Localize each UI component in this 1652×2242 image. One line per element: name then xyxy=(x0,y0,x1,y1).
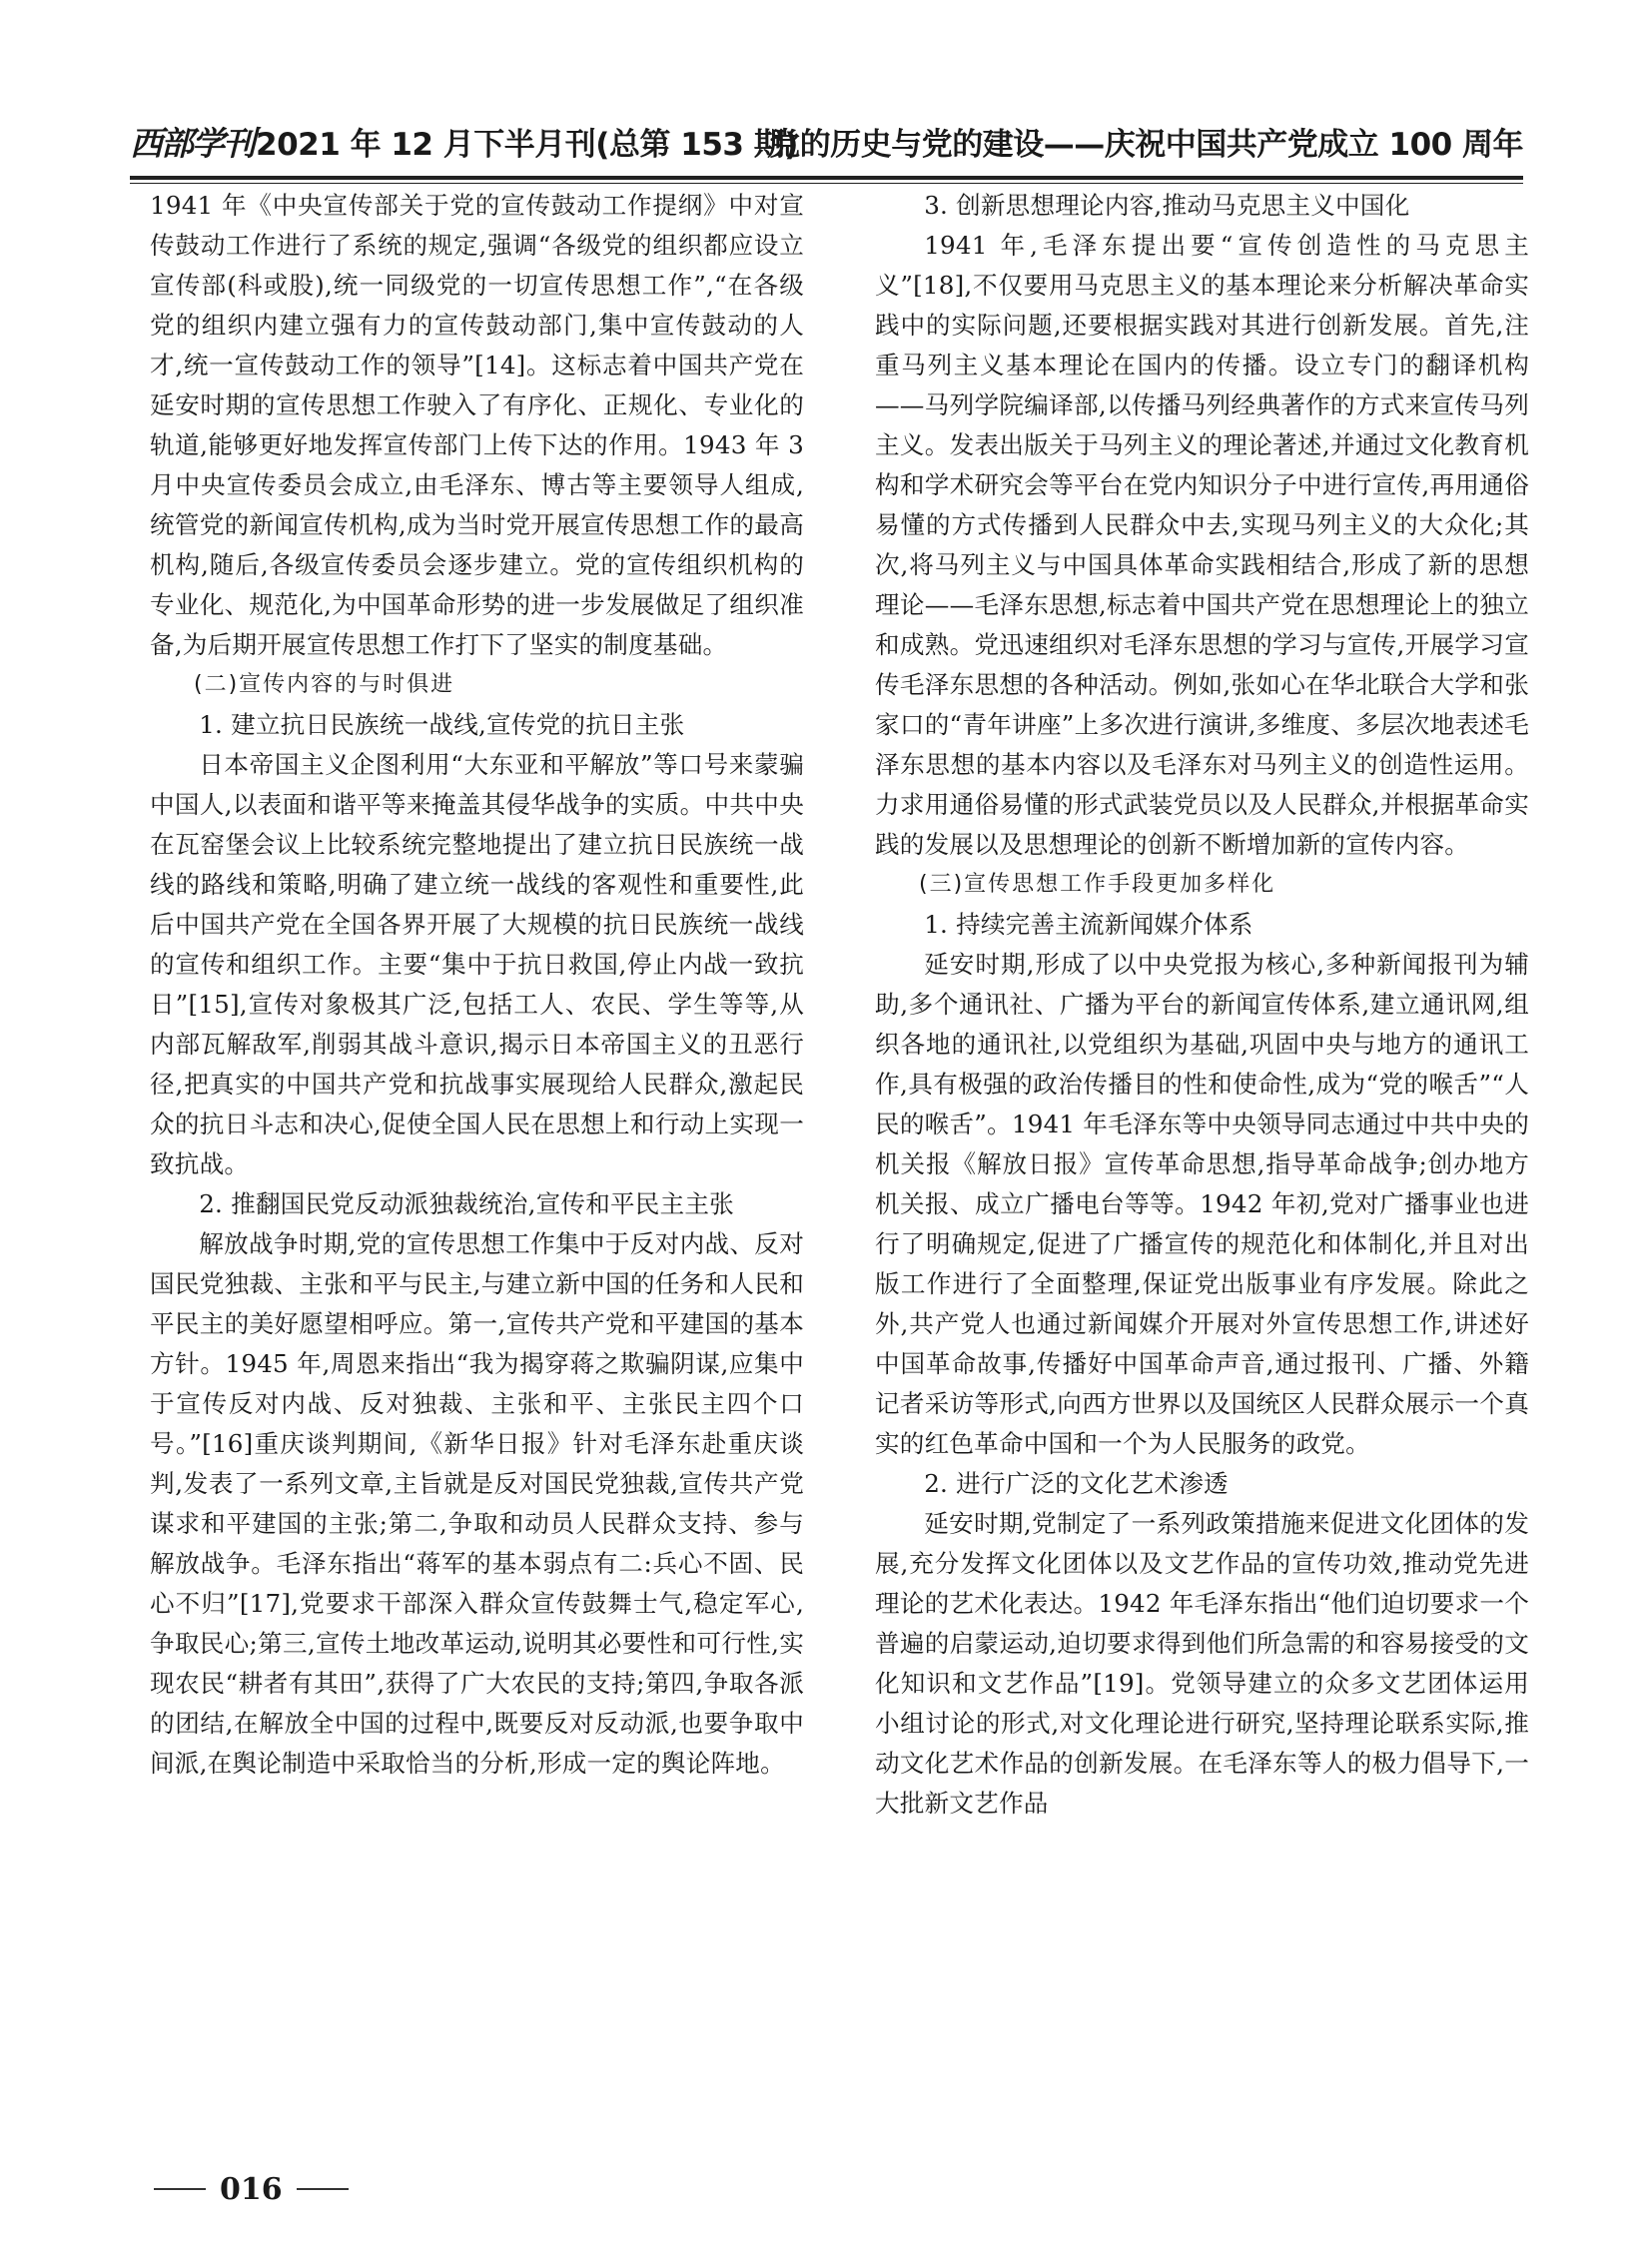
subsection-heading: 1. 持续完善主流新闻媒介体系 xyxy=(924,910,1253,939)
page-footer xyxy=(140,2169,363,2209)
running-header xyxy=(130,110,1523,172)
page-number: 016 xyxy=(220,2171,283,2207)
paragraph: 日本帝国主义企图利用“大东亚和平解放”等口号来蒙骗中国人,以表面和谐平等来掩盖其侵华战争的实质。中共中央在瓦窑堡会议上比较系统完整地提出了建立抗日民族统一战线的路线和策略,明确了建立统一战线的客观性和重要性,此后中国共产党在全国各界开展了大规模的抗日民族统一战线的宣传和组织工作。主要“集中于抗日救国,停止内战一致抗日”[15],宣传对象极其广泛,包括工人、农民、学生等等,从内部瓦解敌军,削弱其战斗意识,揭示日本帝国主义的丑恶行径,把真实的中国共产党和抗战事实展现给人民群众,激起民众的抗日斗志和决心,促使全国人民在思想上和行动上实现一致抗战。 xyxy=(150,750,804,1178)
subsection-heading: (三)宣传思想工作手段更加多样化 xyxy=(919,872,1276,897)
paragraph: 延安时期,形成了以中央党报为核心,多种新闻报刊为辅助,多个通讯社、广播为平台的新闻宣传体系,建立通讯网,组织各地的通讯社,以党组织为基础,巩固中央与地方的通讯工作,具有极强的政治传播目的性和使命性,成为“党的喉舌”“人民的喉舌”。1941 年毛泽东等中央领导同志通过中共中央的机关报《解放日报》宣传革命思想,指导革命战争;创办地方机关报、成立广播电台等等。1942 年初,党对广播事业也进行了明确规定,促进了广播宣传的规范化和体制化,并且对出版工作进行了全面整理,保证党出版事业有序发展。除此之外,共产党人也通过新闻媒介开展对外宣传思想工作,讲述好中国革命故事,传播好中国革命声音,通过报刊、广播、外籍记者采访等形式,向西方世界以及国统区人民群众展示一个真实的红色革命中国和一个为人民服务的政党。 xyxy=(875,950,1529,1458)
subsection-heading: 1. 建立抗日民族统一战线,宣传党的抗日主张 xyxy=(199,710,685,739)
subsection-heading: (二)宣传内容的与时俱进 xyxy=(194,672,455,697)
section-title: 党的历史与党的建设——庆祝中国共产党成立 100 周年 xyxy=(769,126,1523,163)
subsection-heading: 2. 进行广泛的文化艺术渗透 xyxy=(924,1469,1229,1498)
footer-dash-right xyxy=(297,2188,349,2190)
paragraph: 1941 年《中央宣传部关于党的宣传鼓动工作提纲》中对宣传鼓动工作进行了系统的规定,强调“各级党的组织都应设立宣传部(科或股),统一同级党的一切宣传思想工作”,“在各级党的组织内建立强有力的宣传鼓动部门,集中宣传鼓动的人才,统一宣传鼓动工作的领导”[14]。这标志着中国共产党在延安时期的宣传思想工作驶入了有序化、正规化、专业化的轨道,能够更好地发挥宣传部门上传下达的作用。1943 年 3 月中央宣传委员会成立,由毛泽东、博古等主要领导人组成,统管党的新闻宣传机构,成为当时党开展宣传思想工作的最高机构,随后,各级宣传委员会逐步建立。党的宣传组织机构的专业化、规范化,为中国革命形势的进一步发展做足了组织准备,为后期开展宣传思想工作打下了坚实的制度基础。 xyxy=(150,191,804,659)
footer-dash-left xyxy=(154,2188,206,2190)
paragraph: 1941 年,毛泽东提出要“宣传创造性的马克思主义”[18],不仅要用马克思主义的基本理论来分析解决革命实践中的实际问题,还要根据实践对其进行创新发展。首先,注重马列主义基本理论在国内的传播。设立专门的翻译机构——马列学院编译部,以传播马列经典著作的方式来宣传马列主义。发表出版关于马列主义的理论著述,并通过文化教育机构和学术研究会等平台在党内知识分子中进行宣传,再用通俗易懂的方式传播到人民群众中去,实现马列主义的大众化;其次,将马列主义与中国具体革命实践相结合,形成了新的思想理论——毛泽东思想,标志着中国共产党在思想理论上的独立和成熟。党迅速组织对毛泽东思想的学习与宣传,开展学习宣传毛泽东思想的各种活动。例如,张如心在华北联合大学和张家口的“青年讲座”上多次进行演讲,多维度、多层次地表述毛泽东思想的基本内容以及毛泽东对马列主义的创造性运用。力求用通俗易懂的形式武装党员以及人民群众,并根据革命实践的发展以及思想理论的创新不断增加新的宣传内容。 xyxy=(875,231,1529,859)
paragraph: 延安时期,党制定了一系列政策措施来促进文化团体的发展,充分发挥文化团体以及文艺作品的宣传功效,推动党先进理论的艺术化表达。1942 年毛泽东指出“他们迫切要求一个普遍的启蒙运动,迫切要求得到他们所急需的和容易接受的文化知识和文艺作品”[19]。党领导建立的众多文艺团体运用小组讨论的形式,对文化理论进行研究,坚持理论联系实际,推动文化艺术作品的创新发展。在毛泽东等人的极力倡导下,一大批新文艺作品 xyxy=(875,1509,1529,1818)
paragraph: 解放战争时期,党的宣传思想工作集中于反对内战、反对国民党独裁、主张和平与民主,与建立新中国的任务和人民和平民主的美好愿望相呼应。第一,宣传共产党和平建国的基本方针。1945 年,周恩来指出“我为揭穿蒋之欺骗阴谋,应集中于宣传反对内战、反对独裁、主张和平、主张民主四个口号。”[16]重庆谈判期间,《新华日报》针对毛泽东赴重庆谈判,发表了一系列文章,主旨就是反对国民党独裁,宣传共产党谋求和平建国的主张;第二,争取和动员人民群众支持、参与解放战争。毛泽东指出“蒋军的基本弱点有二:兵心不固、民心不归”[17],党要求干部深入群众宣传鼓舞士气,稳定军心,争取民心;第三,宣传土地改革运动,说明其必要性和可行性,实现农民“耕者有其田”,获得了广大农民的支持;第四,争取各派的团结,在解放全中国的过程中,既要反对反动派,也要争取中间派,在舆论制造中采取恰当的分析,形成一定的舆论阵地。 xyxy=(150,1229,804,1778)
header-divider xyxy=(130,176,1523,184)
right-column xyxy=(875,186,1529,1824)
left-column xyxy=(150,186,804,1784)
journal-logo: 西部学刊 xyxy=(130,123,254,163)
subsection-heading: 3. 创新思想理论内容,推动马克思主义中国化 xyxy=(924,191,1410,220)
header-journal-issue xyxy=(130,110,798,172)
subsection-heading: 2. 推翻国民党反动派独裁统治,宣传和平民主主张 xyxy=(199,1189,734,1218)
issue-label: 2021 年 12 月下半月刊(总第 153 期) xyxy=(256,126,798,163)
